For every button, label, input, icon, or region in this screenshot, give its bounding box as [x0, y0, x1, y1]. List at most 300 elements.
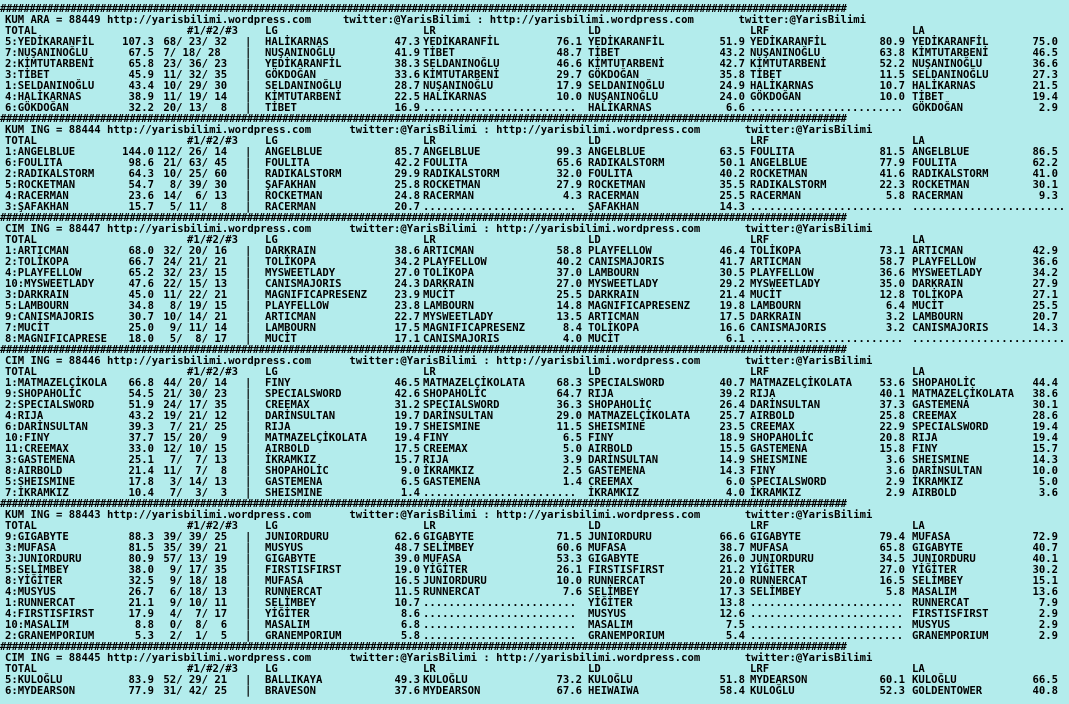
- lrf-value: 80.9: [879, 36, 905, 48]
- horse-name: 2:GRANEMPORIUM: [5, 630, 95, 642]
- total-score: 43.4: [128, 80, 154, 92]
- lr-value: 14.8: [556, 300, 582, 312]
- ld-name: İKRAMKIZ: [588, 487, 640, 499]
- ld-value: 25.5: [719, 190, 745, 202]
- la-value: 5.0: [1038, 476, 1058, 488]
- placement-splits: 57/ 13/ 19: [157, 553, 228, 565]
- ld-value: 12.6: [719, 608, 745, 620]
- header-la: LA: [912, 135, 925, 147]
- ld-value: 24.9: [719, 80, 745, 92]
- ld-value: 46.4: [719, 245, 745, 257]
- la-value: 30.1: [1032, 399, 1058, 411]
- lrf-value: 53.6: [879, 377, 905, 389]
- total-score: 25.1: [128, 454, 154, 466]
- column-divider: |: [245, 245, 252, 257]
- lr-value: 73.2: [556, 674, 582, 686]
- la-name: SHEISMINE: [912, 454, 970, 466]
- header-splits: #1/#2/#3: [187, 135, 239, 147]
- placement-splits: 10/ 29/ 30: [157, 80, 228, 92]
- ld-value: 13.8: [719, 597, 745, 609]
- ld-name: GÖKDOĞAN: [588, 69, 640, 81]
- total-score: 17.8: [128, 476, 154, 488]
- lrf-value: 41.6: [879, 168, 905, 180]
- lg-value: 38.3: [394, 58, 420, 70]
- separator-line: ################################################################################################################################################: [0, 499, 847, 510]
- total-score: 10.4: [128, 487, 154, 499]
- ld-name: MUSYUS: [588, 608, 627, 620]
- lrf-value: 22.3: [879, 179, 905, 191]
- horse-name: 2:KİMTUTARBENİ: [5, 58, 95, 70]
- lg-value: 19.7: [394, 410, 420, 422]
- header-lr: LR: [423, 663, 436, 675]
- header-lr: LR: [423, 366, 436, 378]
- horse-name: 4:RACERMAN: [5, 190, 69, 202]
- horse-name: 1:SELDANINOĞLU: [5, 80, 95, 92]
- lg-value: 23.9: [394, 289, 420, 301]
- lr-name: SELDANINOĞLU: [423, 58, 500, 70]
- column-divider: |: [245, 608, 252, 620]
- lr-name: HALİKARNAS: [423, 91, 487, 103]
- placement-splits: 52/ 29/ 21: [157, 674, 228, 686]
- lg-name: ARTICMAN: [265, 311, 317, 323]
- ld-name: HEIWAIWA: [588, 685, 640, 697]
- total-score: 81.5: [128, 542, 154, 554]
- horse-name: 7:NUŞANINOĞLU: [5, 47, 88, 59]
- lr-name: SHOPAHOLİC: [423, 388, 487, 400]
- lg-value: 25.8: [394, 179, 420, 191]
- header-lg: LG: [265, 25, 278, 37]
- lrf-value: 20.8: [879, 432, 905, 444]
- total-score: 80.9: [128, 553, 154, 565]
- lr-value: 68.3: [556, 377, 582, 389]
- lr-name: ROCKETMAN: [423, 179, 481, 191]
- placement-splits: 21/ 63/ 45: [157, 157, 228, 169]
- ld-value: 6.1: [725, 333, 745, 345]
- total-score: 26.7: [128, 586, 154, 598]
- lr-value: 46.6: [556, 58, 582, 70]
- lg-name: HALİKARNAS: [265, 36, 329, 48]
- lg-value: 8.6: [400, 608, 420, 620]
- placement-splits: 20/ 13/ 8: [157, 102, 228, 114]
- total-score: 23.6: [128, 190, 154, 202]
- ld-name: MYSWEETLADY: [588, 278, 659, 290]
- column-divider: |: [245, 586, 252, 598]
- lrf-name: SHOPAHOLİC: [750, 432, 814, 444]
- column-divider: |: [245, 399, 252, 411]
- ld-value: 6.0: [725, 476, 745, 488]
- header-lg: LG: [265, 663, 278, 675]
- header-lr: LR: [423, 25, 436, 37]
- ld-value: 26.0: [719, 553, 745, 565]
- lrf-name: RUNNERCAT: [750, 575, 808, 587]
- ld-name: KULOĞLU: [588, 674, 633, 686]
- lr-value: 10.0: [556, 575, 582, 587]
- header-lg: LG: [265, 520, 278, 532]
- header-splits: #1/#2/#3: [187, 366, 239, 378]
- total-score: 43.2: [128, 410, 154, 422]
- lg-value: 47.3: [394, 36, 420, 48]
- lr-value: 36.3: [556, 399, 582, 411]
- lr-name: MAGNIFICAPRESENZ: [423, 322, 526, 334]
- lr-name: KULOĞLU: [423, 674, 468, 686]
- lrf-value: 16.5: [879, 575, 905, 587]
- la-name: CREEMAX: [912, 410, 957, 422]
- lrf-name: RACERMAN: [750, 190, 802, 202]
- ld-name: RACERMAN: [588, 190, 640, 202]
- lg-name: FINY: [265, 377, 291, 389]
- lg-name: MUCİT: [265, 333, 297, 345]
- lrf-name: FOULITA: [750, 146, 795, 158]
- lrf-value: 52.2: [879, 58, 905, 70]
- lg-name: BRAVESON: [265, 685, 317, 697]
- ld-name: AIRBOLD: [588, 443, 633, 455]
- ld-value: 6.6: [725, 102, 745, 114]
- column-divider: |: [245, 311, 252, 323]
- separator-line: ################################################################################################################################################: [0, 642, 847, 653]
- lr-value: 17.9: [556, 80, 582, 92]
- la-value: 2.9: [1038, 630, 1058, 642]
- header-ld: LD: [588, 25, 601, 37]
- lrf-value: 73.1: [879, 245, 905, 257]
- column-divider: |: [245, 333, 252, 345]
- total-score: 66.7: [128, 256, 154, 268]
- horse-name: 6:GÖKDOĞAN: [5, 102, 69, 114]
- la-value: 7.9: [1038, 597, 1058, 609]
- ld-value: 4.0: [725, 487, 745, 499]
- column-divider: |: [245, 256, 252, 268]
- ld-name: FINY: [588, 432, 614, 444]
- la-name: TİBET: [912, 91, 944, 103]
- lrf-name: TİBET: [750, 69, 782, 81]
- ld-name: YİĞİTER: [588, 597, 633, 609]
- column-divider: |: [245, 91, 252, 103]
- total-score: 8.8: [134, 619, 154, 631]
- lr-name: PLAYFELLOW: [423, 256, 487, 268]
- lg-name: MUFASA: [265, 575, 304, 587]
- lrf-name: GASTEMENA: [750, 443, 808, 455]
- ld-value: 21.2: [719, 564, 745, 576]
- lr-name: MUCİT: [423, 289, 455, 301]
- la-name: MUSYUS: [912, 619, 951, 631]
- lg-name: SHEISMINE: [265, 487, 323, 499]
- lr-value: 10.0: [556, 91, 582, 103]
- lr-value: 60.6: [556, 542, 582, 554]
- lr-value: 99.3: [556, 146, 582, 158]
- horse-name: 3:MUFASA: [5, 542, 57, 554]
- ld-name: DARİNSULTAN: [588, 454, 659, 466]
- lr-value: 8.4: [562, 322, 582, 334]
- lrf-value: 12.8: [879, 289, 905, 301]
- la-value: 2.9: [1038, 608, 1058, 620]
- ld-name: GRANEMPORIUM: [588, 630, 665, 642]
- lg-value: 19.7: [394, 421, 420, 433]
- lrf-name: ........................: [750, 619, 904, 631]
- lrf-value: 3.6: [885, 454, 905, 466]
- section-title: KUM ING = 88443 http://yarisbilimi.wordpress.com twitter:@YarisBilimi : http://yarisbilimi.wordpress.com twitter:@YarisBilimi: [5, 509, 873, 521]
- lrf-name: CANISMAJORIS: [750, 322, 827, 334]
- header-lrf: LRF: [750, 135, 770, 147]
- separator-line: ################################################################################################################################################: [0, 345, 847, 356]
- ld-value: 5.4: [725, 630, 745, 642]
- lg-name: PLAYFELLOW: [265, 300, 329, 312]
- lrf-name: TOLİKOPA: [750, 245, 802, 257]
- lrf-value: 6.4: [885, 300, 905, 312]
- la-value: 28.6: [1032, 410, 1058, 422]
- lg-name: TOLİKOPA: [265, 256, 317, 268]
- placement-splits: 5/ 8/ 17: [157, 333, 228, 345]
- lr-name: ........................: [423, 102, 577, 114]
- la-name: SELİMBEY: [912, 575, 964, 587]
- lg-value: 23.8: [394, 300, 420, 312]
- total-score: 65.8: [128, 58, 154, 70]
- horse-name: 8:YİĞİTER: [5, 575, 63, 587]
- la-value: 46.5: [1032, 47, 1058, 59]
- lrf-name: MYDEARSON: [750, 674, 808, 686]
- lrf-name: HALİKARNAS: [750, 80, 814, 92]
- la-name: RACERMAN: [912, 190, 964, 202]
- header-la: LA: [912, 663, 925, 675]
- la-value: 19.4: [1032, 421, 1058, 433]
- horse-name: 5:SHEISMINE: [5, 476, 76, 488]
- lg-value: 9.0: [400, 465, 420, 477]
- horse-name: 7:İKRAMKIZ: [5, 487, 69, 499]
- placement-splits: 22/ 15/ 13: [157, 278, 228, 290]
- la-name: AIRBOLD: [912, 487, 957, 499]
- ld-name: MATMAZELÇİKOLATA: [588, 410, 691, 422]
- placement-splits: 9/ 17/ 35: [157, 564, 228, 576]
- lr-value: 25.5: [556, 289, 582, 301]
- ld-value: 58.4: [719, 685, 745, 697]
- ld-name: TOLİKOPA: [588, 322, 640, 334]
- la-name: MUCİT: [912, 300, 944, 312]
- la-name: KİMTUTARBENİ: [912, 47, 989, 59]
- lrf-name: CREEMAX: [750, 421, 795, 433]
- column-divider: |: [245, 531, 252, 543]
- la-value: 27.3: [1032, 69, 1058, 81]
- lrf-value: 5.8: [885, 586, 905, 598]
- ld-value: 17.5: [719, 311, 745, 323]
- lr-name: ARTICMAN: [423, 245, 475, 257]
- column-divider: |: [245, 168, 252, 180]
- lrf-value: 15.8: [879, 443, 905, 455]
- section-title: CIM ING = 88447 http://yarisbilimi.wordpress.com twitter:@YarisBilimi : http://yarisbilimi.wordpress.com twitter:@YarisBilimi: [5, 223, 873, 235]
- column-divider: |: [245, 454, 252, 466]
- placement-splits: 68/ 23/ 32: [157, 36, 228, 48]
- lg-value: 37.6: [394, 685, 420, 697]
- lrf-value: 2.9: [885, 476, 905, 488]
- lr-value: 4.3: [562, 190, 582, 202]
- lr-value: 11.5: [556, 421, 582, 433]
- lr-value: 64.7: [556, 388, 582, 400]
- lg-value: 42.2: [394, 157, 420, 169]
- ld-name: RUNNERCAT: [588, 575, 646, 587]
- la-name: RADIKALSTORM: [912, 168, 989, 180]
- lrf-name: NUŞANINOĞLU: [750, 47, 821, 59]
- lr-value: 40.2: [556, 256, 582, 268]
- total-score: 83.9: [128, 674, 154, 686]
- la-value: 19.4: [1032, 91, 1058, 103]
- la-name: SELDANINOĞLU: [912, 69, 989, 81]
- la-value: 75.0: [1032, 36, 1058, 48]
- lrf-value: 40.1: [879, 388, 905, 400]
- ld-name: SHOPAHOLİC: [588, 399, 652, 411]
- ld-name: RADIKALSTORM: [588, 157, 665, 169]
- horse-name: 2:TOLİKOPA: [5, 256, 69, 268]
- placement-splits: 31/ 42/ 25: [157, 685, 228, 697]
- lg-value: 34.2: [394, 256, 420, 268]
- lr-value: 32.0: [556, 168, 582, 180]
- placement-splits: 19/ 21/ 12: [157, 410, 228, 422]
- la-value: 66.5: [1032, 674, 1058, 686]
- horse-name: 3:GASTEMENA: [5, 454, 76, 466]
- header-lr: LR: [423, 520, 436, 532]
- la-name: KULOĞLU: [912, 674, 957, 686]
- lrf-value: 37.3: [879, 399, 905, 411]
- lr-name: RUNNERCAT: [423, 586, 481, 598]
- la-name: GIGABYTE: [912, 542, 964, 554]
- lr-value: 29.0: [556, 410, 582, 422]
- placement-splits: 3/ 14/ 13: [157, 476, 228, 488]
- horse-name: 6:FOULITA: [5, 157, 63, 169]
- placement-splits: 39/ 39/ 25: [157, 531, 228, 543]
- lg-name: FOULITA: [265, 157, 310, 169]
- horse-name: 4:FIRSTISFIRST: [5, 608, 95, 620]
- placement-splits: 11/ 7/ 8: [157, 465, 228, 477]
- lrf-name: FINY: [750, 465, 776, 477]
- horse-name: 11:CREEMAX: [5, 443, 69, 455]
- ld-value: 14.3: [719, 465, 745, 477]
- lg-value: 24.3: [394, 278, 420, 290]
- la-value: 36.6: [1032, 256, 1058, 268]
- lg-value: 29.9: [394, 168, 420, 180]
- header-splits: #1/#2/#3: [187, 520, 239, 532]
- lr-value: 76.1: [556, 36, 582, 48]
- lr-value: 53.3: [556, 553, 582, 565]
- lrf-name: YEDİKARANFİL: [750, 36, 827, 48]
- ld-value: 30.5: [719, 267, 745, 279]
- header-la: LA: [912, 366, 925, 378]
- horse-name: 3:ŞAFAKHAN: [5, 201, 69, 213]
- lr-name: MUFASA: [423, 553, 462, 565]
- column-divider: |: [245, 575, 252, 587]
- lrf-name: DARİNSULTAN: [750, 399, 821, 411]
- lg-name: CANISMAJORIS: [265, 278, 342, 290]
- lr-name: JUNIORDURU: [423, 575, 487, 587]
- lg-value: 11.5: [394, 586, 420, 598]
- lrf-name: RADIKALSTORM: [750, 179, 827, 191]
- lrf-name: İKRAMKIZ: [750, 487, 802, 499]
- lg-value: 16.5: [394, 575, 420, 587]
- lg-value: 48.7: [394, 542, 420, 554]
- placement-splits: 4/ 7/ 17: [157, 608, 228, 620]
- lrf-name: AIRBOLD: [750, 410, 795, 422]
- header-lrf: LRF: [750, 663, 770, 675]
- column-divider: |: [245, 146, 252, 158]
- placement-splits: 6/ 18/ 13: [157, 586, 228, 598]
- la-value: 62.2: [1032, 157, 1058, 169]
- lg-name: GASTEMENA: [265, 476, 323, 488]
- horse-name: 9:GIGABYTE: [5, 531, 69, 543]
- lrf-value: 11.5: [879, 69, 905, 81]
- ld-name: MAGNIFICAPRESENZ: [588, 300, 691, 312]
- la-name: İKRAMKIZ: [912, 476, 964, 488]
- placement-splits: 112/ 26/ 14: [157, 146, 228, 158]
- la-name: MYSWEETLADY: [912, 267, 983, 279]
- ld-value: 7.5: [725, 619, 745, 631]
- lrf-name: ROCKETMAN: [750, 168, 808, 180]
- la-name: MUFASA: [912, 531, 951, 543]
- ld-value: 20.0: [719, 575, 745, 587]
- la-value: 86.5: [1032, 146, 1058, 158]
- la-name: CANISMAJORIS: [912, 322, 989, 334]
- ld-name: MASALIM: [588, 619, 633, 631]
- lg-name: RUNNERCAT: [265, 586, 323, 598]
- horse-name: 6:MYDEARSON: [5, 685, 76, 697]
- la-name: RIJA: [912, 432, 938, 444]
- la-name: ROCKETMAN: [912, 179, 970, 191]
- separator-line: ################################################################################################################################################: [0, 114, 847, 125]
- horse-name: 5:KULOĞLU: [5, 674, 63, 686]
- placement-splits: 0/ 8/ 6: [157, 619, 228, 631]
- lr-name: LAMBOURN: [423, 300, 475, 312]
- ld-name: SELİMBEY: [588, 586, 640, 598]
- lg-value: 42.6: [394, 388, 420, 400]
- la-name: SPECIALSWORD: [912, 421, 989, 433]
- header-total: TOTAL: [5, 663, 37, 675]
- lg-name: TİBET: [265, 102, 297, 114]
- column-divider: |: [245, 278, 252, 290]
- la-value: 2.9: [1038, 619, 1058, 631]
- lg-name: RADIKALSTORM: [265, 168, 342, 180]
- lg-name: LAMBOURN: [265, 322, 317, 334]
- header-la: LA: [912, 234, 925, 246]
- la-value: 20.7: [1032, 311, 1058, 323]
- lr-value: 29.7: [556, 69, 582, 81]
- horse-name: 3:TİBET: [5, 69, 50, 81]
- lrf-name: LAMBOURN: [750, 300, 802, 312]
- total-score: 38.9: [128, 91, 154, 103]
- total-score: 38.0: [128, 564, 154, 576]
- column-divider: |: [245, 289, 252, 301]
- ld-name: YEDİKARANFİL: [588, 36, 665, 48]
- lg-name: NUŞANINOĞLU: [265, 47, 336, 59]
- column-divider: |: [245, 36, 252, 48]
- column-divider: |: [245, 201, 252, 213]
- lr-value: 2.5: [562, 465, 582, 477]
- lr-name: SHEISMINE: [423, 421, 481, 433]
- horse-name: 3:JUNIORDURU: [5, 553, 82, 565]
- lr-value: 26.1: [556, 564, 582, 576]
- la-value: 42.9: [1032, 245, 1058, 257]
- header-lrf: LRF: [750, 520, 770, 532]
- lr-name: CREEMAX: [423, 443, 468, 455]
- la-name: YİĞİTER: [912, 564, 957, 576]
- lr-name: ........................: [423, 487, 577, 499]
- lr-value: 65.6: [556, 157, 582, 169]
- horse-name: 4:RIJA: [5, 410, 44, 422]
- ld-name: MUCİT: [588, 333, 620, 345]
- la-value: 72.9: [1032, 531, 1058, 543]
- header-la: LA: [912, 25, 925, 37]
- ld-value: 50.1: [719, 157, 745, 169]
- la-name: ........................: [912, 201, 1066, 213]
- total-score: 5.3: [134, 630, 154, 642]
- ld-value: 42.7: [719, 58, 745, 70]
- la-name: NUŞANINOĞLU: [912, 58, 983, 70]
- placement-splits: 24/ 21/ 21: [157, 256, 228, 268]
- horse-name: 5:ROCKETMAN: [5, 179, 76, 191]
- lg-value: 22.7: [394, 311, 420, 323]
